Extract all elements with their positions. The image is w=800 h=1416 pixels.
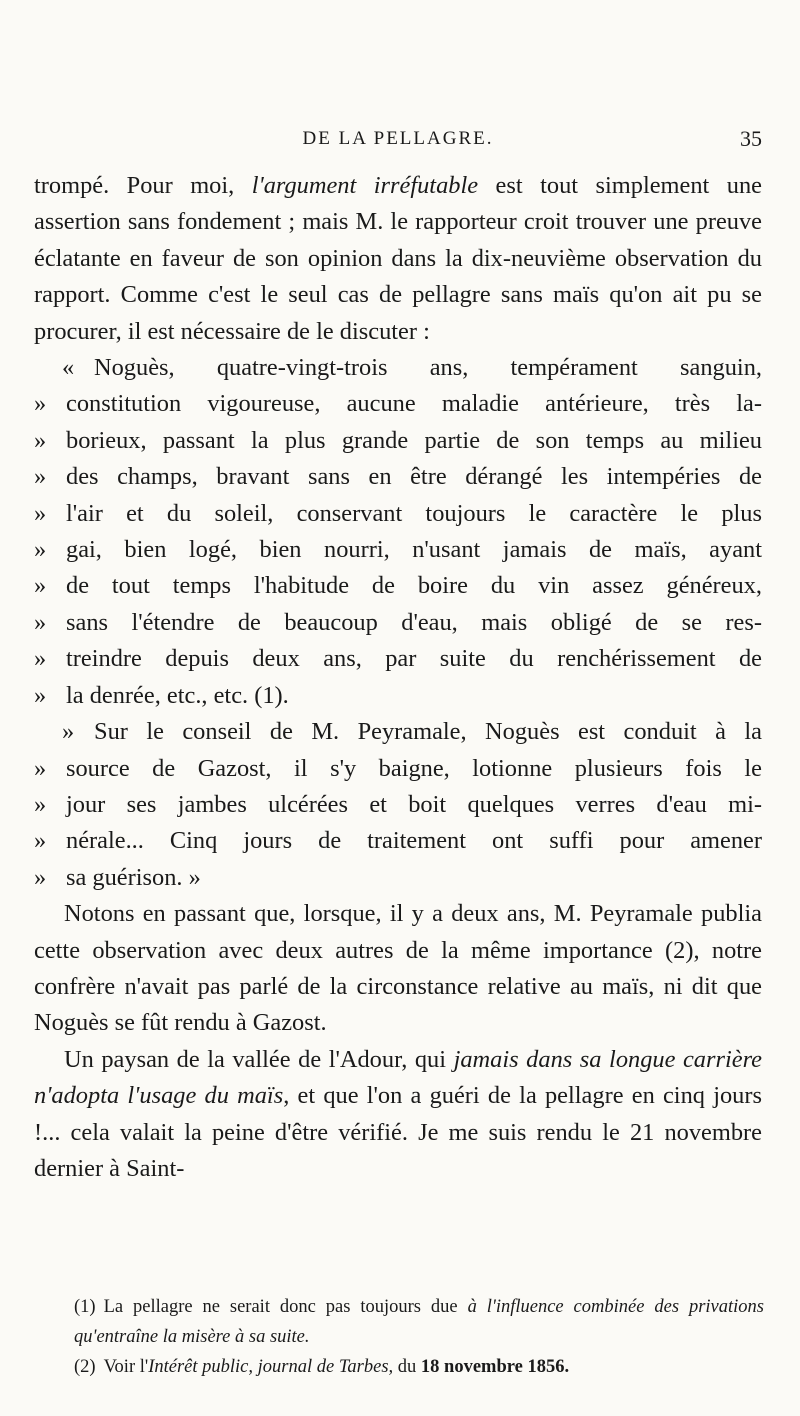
quote-text: gai, bien logé, bien nourri, n'usant jamais de maïs, ayant (66, 536, 762, 564)
paragraph-3-italic: jamais dans sa longue carrière n'adopta l'usage du maïs (34, 1045, 762, 1110)
quote-line (34, 350, 762, 386)
quote-mark: » (34, 463, 47, 491)
quote-text: de tout temps l'habitude de boire du vin assez généreux, (66, 572, 762, 600)
quote-text: treindre depuis deux ans, par suite du renchérissement de (66, 645, 762, 673)
quote-mark: » (34, 390, 47, 418)
quote-mark: « (62, 354, 75, 382)
quote-text: source de Gazost, il s'y baigne, lotionne plusieurs fois le (66, 754, 762, 782)
quote-mark: » (34, 681, 47, 709)
quote-mark: » (34, 827, 47, 855)
quote-mark: » (34, 572, 47, 600)
footnote-1-number: (1) (74, 1297, 96, 1317)
quote-text: l'air et du soleil, conservant toujours le caractère le plus (66, 499, 762, 527)
footnotes (74, 1292, 764, 1382)
quote-text: des champs, bravant sans en être dérangé les intempéries de (66, 463, 762, 491)
quote-mark: » (34, 754, 47, 782)
quote-mark: » (34, 645, 47, 673)
quote-text: nérale... Cinq jours de traitement ont suffi pour amener (66, 827, 762, 855)
quote-text: borieux, passant la plus grande partie de son temps au milieu (66, 426, 762, 454)
quote-line (34, 823, 762, 859)
paragraph-1-start: trompé. Pour moi, (34, 172, 252, 199)
footnote-1-italic: à l'influence combinée des privations qu'entraîne la misère à sa suite. (74, 1297, 764, 1347)
paragraph-3-start: Un paysan de la vallée de l'Adour, qui (64, 1045, 454, 1073)
footnote-2-text-c: du (393, 1357, 421, 1377)
paragraph-2: Notons en passant que, lorsque, il y a deux ans, M. Peyramale publia cette observation avec deux autres de la même importance (2), notre confrère n'avait pas parlé de la circonstance relative au maïs, ni dit que Noguès se fût rendu à Gazost. (34, 900, 762, 1037)
quote-line (34, 459, 762, 495)
quote-text: Noguès, quatre-vingt-trois ans, tempérament sanguin, (94, 354, 762, 382)
quote-line (34, 678, 762, 714)
quote-line (34, 605, 762, 641)
quote-mark: » (34, 608, 47, 636)
quote-text: jour ses jambes ulcérées et boit quelques verres d'eau mi- (66, 790, 762, 818)
quote-line (34, 860, 762, 896)
paragraph-1 (34, 168, 762, 350)
quote-line (34, 641, 762, 677)
quote-mark: » (34, 863, 47, 891)
quote-mark: » (34, 536, 47, 564)
footnote-2-text-a: Voir l' (103, 1357, 149, 1377)
quote-mark: » (34, 426, 47, 454)
quote-line (34, 751, 762, 787)
quote-line (34, 568, 762, 604)
quote-line (34, 532, 762, 568)
footnote-1-text: La pellagre ne serait donc pas toujours due (103, 1297, 468, 1317)
quotation-1 (34, 350, 762, 714)
paragraph-3 (34, 1042, 762, 1188)
quote-mark: » (34, 790, 47, 818)
quote-line (34, 386, 762, 422)
footnote-1 (74, 1292, 764, 1352)
quote-line (34, 787, 762, 823)
quote-text: sans l'étendre de beaucoup d'eau, mais obligé de se res- (66, 608, 762, 636)
quote-text: la denrée, etc., etc. (1). (66, 681, 289, 709)
body-text (34, 168, 762, 1187)
quote-text: Sur le conseil de M. Peyramale, Noguès est conduit à la (94, 718, 762, 746)
quotation-2 (34, 714, 762, 896)
footnote-2-date: 18 novembre 1856. (420, 1357, 570, 1377)
quote-line (34, 423, 762, 459)
quote-text: sa guérison. » (66, 863, 201, 891)
page-number: 35 (740, 126, 762, 151)
paragraph-3-end: , et que l'on a guéri de la pellagre en cinq jours !... cela valait la peine d'être vérifié. Je me suis rendu le 21 novembre dernier à Saint- (34, 1082, 762, 1182)
paragraph-1-italic: l'argument irréfutable (251, 172, 479, 199)
quote-line (34, 714, 762, 750)
quote-mark: » (34, 499, 47, 527)
quote-line (34, 496, 762, 532)
quote-mark: » (62, 718, 75, 746)
running-title: DE LA PELLAGRE. (302, 128, 494, 149)
quote-text: constitution vigoureuse, aucune maladie antérieure, très la- (66, 390, 762, 418)
running-head (34, 128, 762, 168)
footnote-2-number: (2) (74, 1357, 96, 1377)
paragraph-1-end: est tout simplement une assertion sans fondement ; mais M. le rapporteur croit trouver une preuve éclatante en faveur de son opinion dans la dix-neuvième observation du rapport. Comme c'est le seul cas de pellagre sans maïs qu'on ait pu se procurer, il est nécessaire de le discuter : (34, 172, 762, 345)
footnote-2-journal: Intérêt public, journal de Tarbes, (148, 1357, 394, 1377)
footnote-2 (74, 1352, 764, 1382)
